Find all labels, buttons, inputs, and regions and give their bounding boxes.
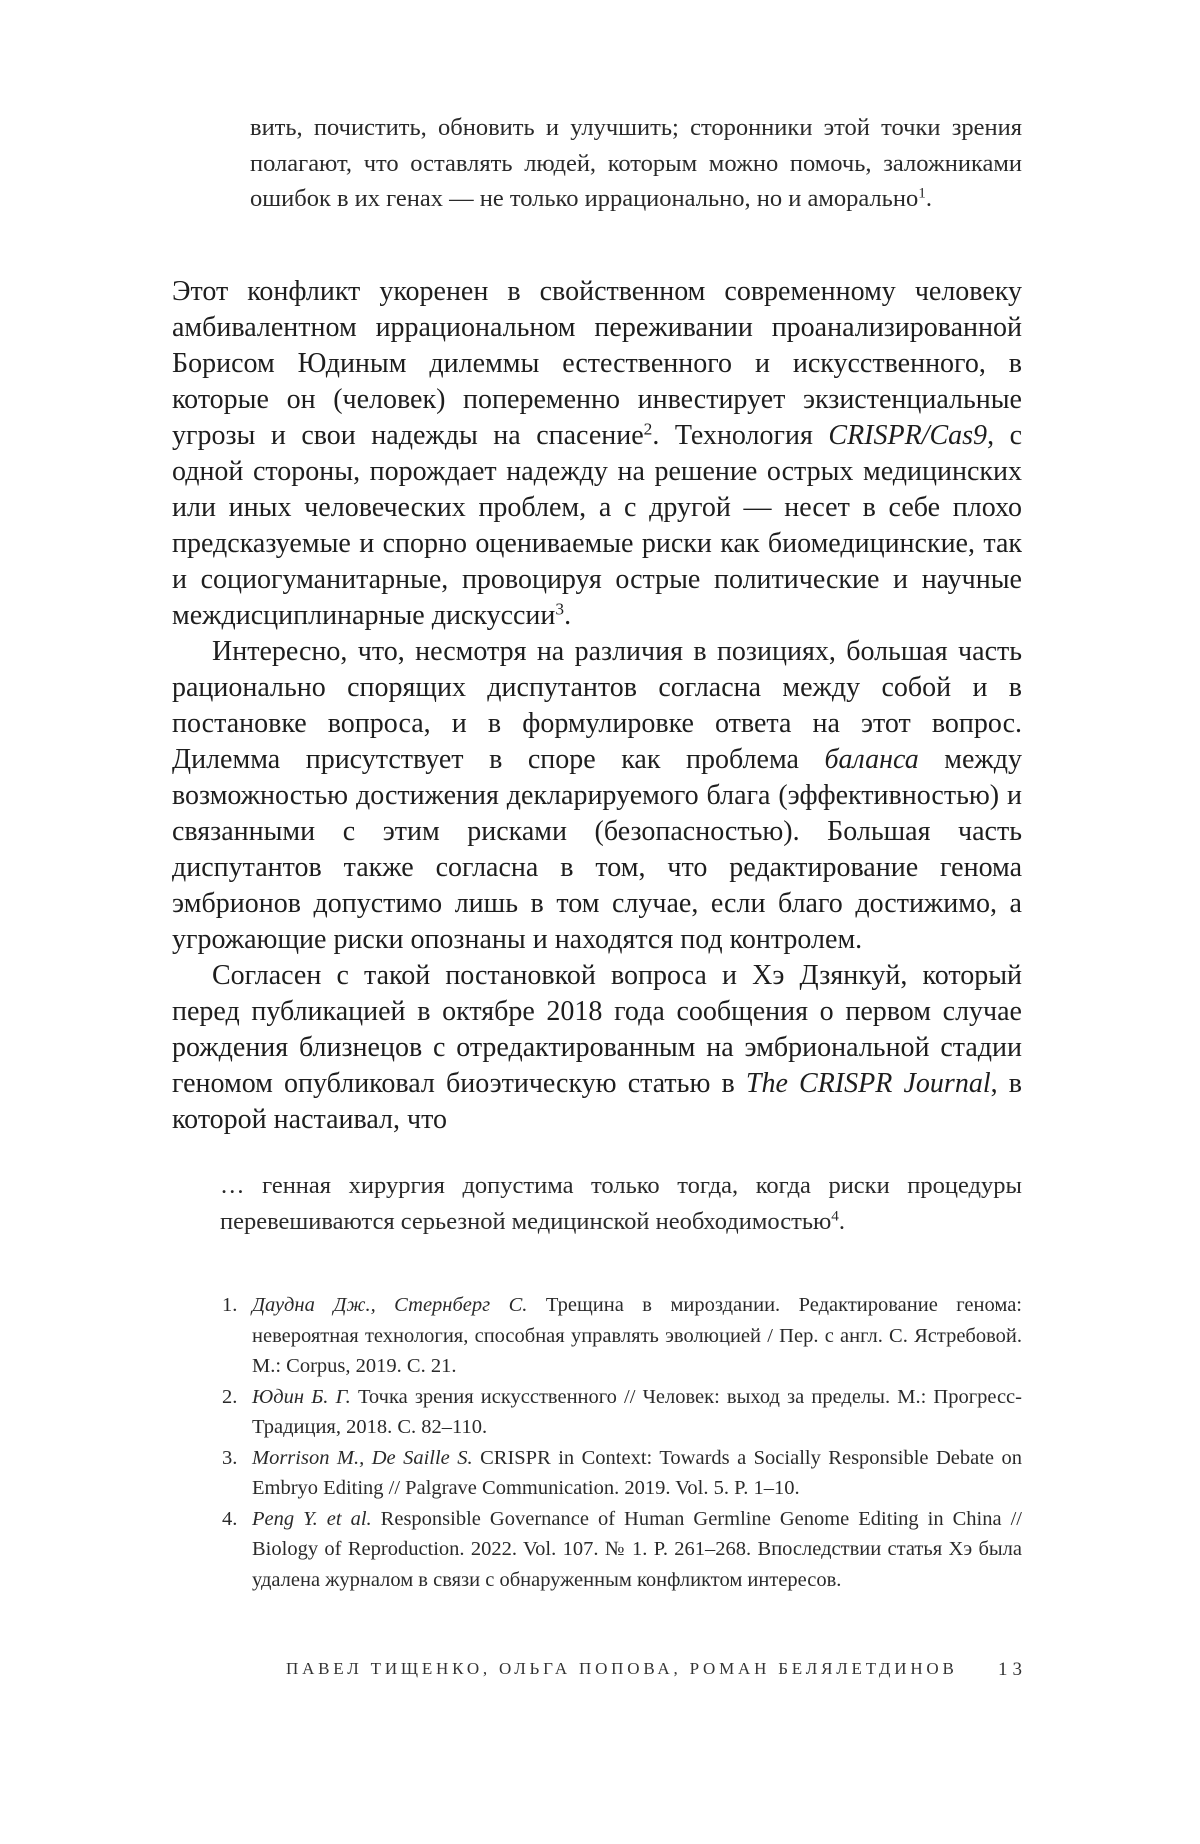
footnote-number: 4.	[222, 1507, 238, 1530]
footnote-author: Morrison M., De Saille S.	[252, 1446, 473, 1469]
footnote-ref: 4	[831, 1207, 839, 1225]
footnote-4: 4. Peng Y. et al. Responsible Governance of Human Germline Genome Editing in China // Biology of Reproduction. 2022. Vol. 107. № 1. P. 261–268. Впоследствии статья Хэ была удалена журналом в связи с обнаруженным конфликтом интересов.	[222, 1504, 1022, 1596]
footnote-author: Юдин Б. Г.	[252, 1385, 351, 1408]
footnote-number: 2.	[222, 1385, 238, 1408]
italic-term: CRISPR/Cas9	[828, 420, 988, 451]
quote-text: … генная хирургия допустима только тогда, когда риски процедуры перевешиваются серьезной медицинской необходимостью$^4$.	[220, 1172, 1022, 1235]
footnote-ref: 1	[918, 184, 926, 202]
footnote-author: Даудна Дж., Стернберг С.	[252, 1294, 528, 1316]
page-number: 13	[998, 1659, 1027, 1680]
footnote-author: Peng Y. et al.	[252, 1507, 372, 1530]
main-text	[172, 274, 1022, 1138]
block-quote-top	[250, 110, 1022, 217]
block-quote-bottom	[220, 1168, 1022, 1239]
footnote-number: 1.	[222, 1294, 238, 1316]
paragraph-1: Этот конфликт укоренен в свойственном современному человеку амбивалентном иррациональном переживании проанализированной Борисом Юдиным дилеммы естественного и искусственного, в которые он (человек) попеременно инвестирует экзистенциальные угрозы и свои надежды на спасение$^2$. Технология CRISPR/Cas9, с одной стороны, порождает надежду на решение острых медицинских или иных человеческих проблем, а с другой — несет в себе плохо предсказуемые и спорно оцениваемые риски как биомедицинские, так и социогуманитарные, провоцируя острые политические и научные междисциплинарные дискуссии$^3$.	[172, 276, 1022, 631]
footnote-ref: 2	[643, 419, 653, 439]
footnotes	[222, 1290, 1022, 1595]
footnote-1: 1. Даудна Дж., Стернберг С. Трещина в мироздании. Редактирование генома: невероятная технология, способная управлять эволюцией / Пер. с англ. С. Ястребовой. М.: Corpus, 2019. С. 21.	[222, 1290, 1022, 1382]
paragraph-3: Согласен с такой постановкой вопроса и Хэ Дзянкуй, который перед публикацией в октябре 2018 года сообщения о первом случае рождения близнецов с отредактированным на эмбриональной стадии геномом опубликовал биоэтическую статью в The CRISPR Journal, в которой настаивал, что	[172, 960, 1022, 1135]
italic-term: баланса	[824, 744, 919, 775]
footnote-ref: 3	[555, 599, 565, 619]
quote-text: вить, почистить, обновить и улучшить; сторонники этой точки зрения полагают, что оставлять людей, которым можно помочь, заложниками ошибок в их генах — не только иррационально, но и аморально$^1$.	[250, 114, 1022, 212]
paragraph-2: Интересно, что, несмотря на различия в позициях, большая часть рационально спорящих диспутантов согласна между собой и в постановке вопроса, и в формулировке ответа на этот вопрос. Дилемма присутствует в споре как проблема баланса между возможностью достижения декларируемого блага (эффективностью) и связанными с этим рисками (безопасностью). Большая часть диспутантов также согласна в том, что редактирование генома эмбрионов допустимо лишь в том случае, если благо достижимо, а угрожающие риски опознаны и находятся под контролем.	[172, 636, 1022, 955]
footnote-number: 3.	[222, 1446, 238, 1469]
footnote-2: 2. Юдин Б. Г. Точка зрения искусственного // Человек: выход за пределы. М.: Прогресс-Традиция, 2018. С. 82–110.	[222, 1382, 1022, 1443]
running-footer-authors: ПАВЕЛ ТИЩЕНКО, ОЛЬГА ПОПОВА, РОМАН БЕЛЯЛЕТДИНОВ	[286, 1659, 958, 1678]
journal-title: The CRISPR Journal	[745, 1068, 991, 1099]
footnote-3: 3. Morrison M., De Saille S. CRISPR in Context: Towards a Socially Responsible Debate on Embryo Editing // Palgrave Communication. 2019. Vol. 5. P. 1–10.	[222, 1443, 1022, 1504]
